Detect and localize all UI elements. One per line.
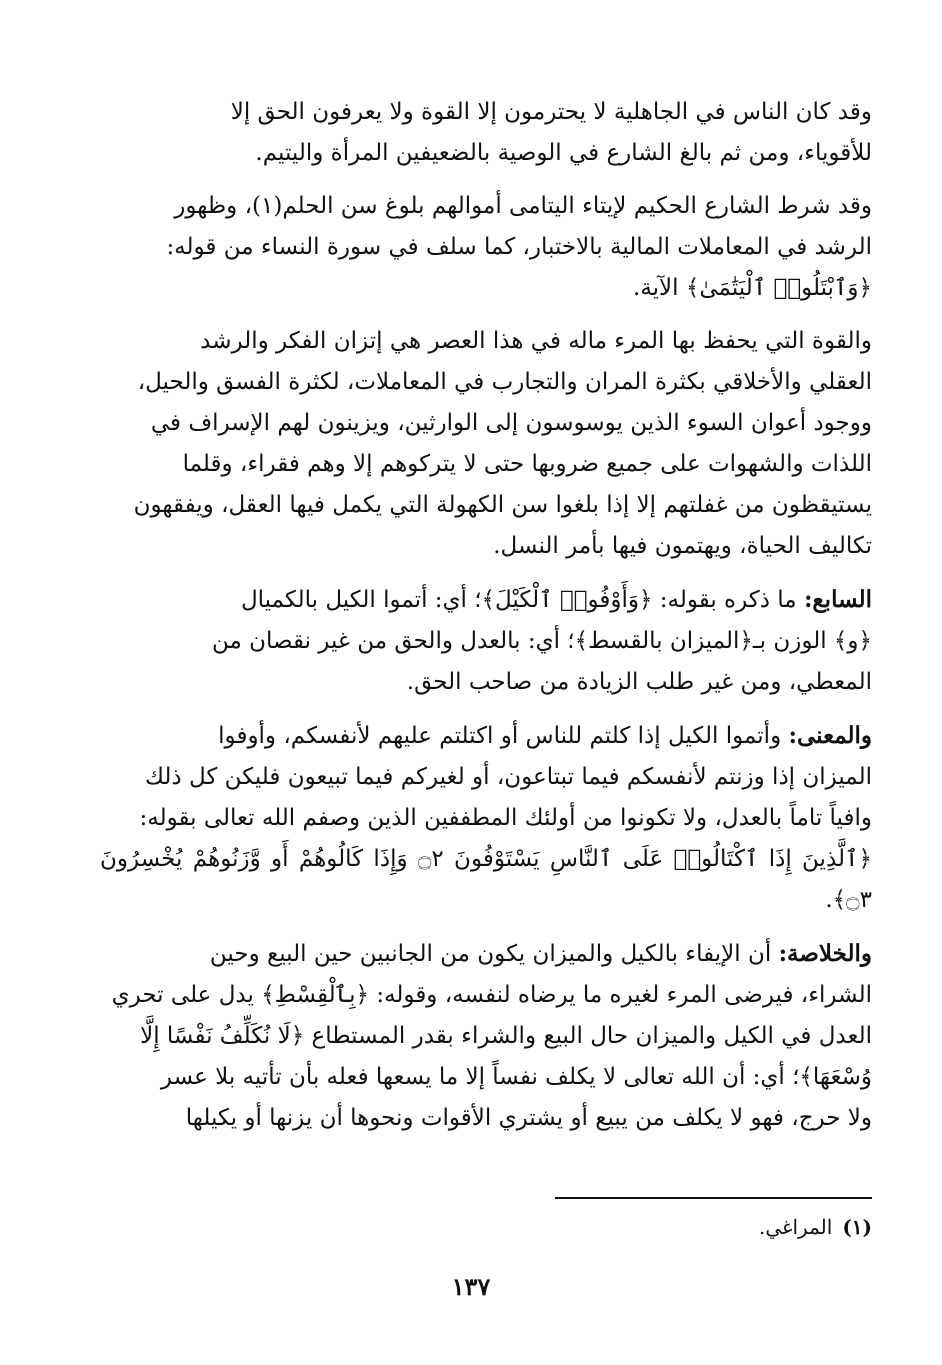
text-line: الشراء، فيرضى المرء لغيره ما يرضاه لنفسه، وقوله: ﴿بِٱلْقِسْطِ﴾ يدل على تحري [111, 982, 872, 1008]
body-text [100, 92, 872, 1151]
text-line [100, 715, 872, 757]
text-line: المعطي، ومن غير طلب الزيادة من صاحب الحق. [406, 669, 872, 695]
text-line: العدل في الكيل والميزان حال البيع والشراء بقدر المستطاع ﴿لَا نُكَلِّفُ نَفْسًا إِلَّا [140, 1023, 872, 1049]
text-line: والقوة التي يحفظ بها المرء ماله في هذا العصر هي إتزان الفكر والرشد [200, 328, 872, 354]
text-line: ﴿و﴾ الوزن بـ﴿الميزان بالقسط﴾؛ أي: بالعدل والحق من غير نقصان من [211, 628, 872, 654]
paragraph-term: والخلاصة: [778, 940, 872, 967]
text-line: وقد كان الناس في الجاهلية لا يحترمون إلا القوة ولا يعرفون الحق إلا [230, 99, 872, 125]
footnote-divider [555, 1197, 872, 1199]
text-line: للأقوياء، ومن ثم بالغ الشارع في الوصية بالضعيفين المرأة واليتيم. [255, 140, 872, 166]
paragraph-summary [100, 933, 872, 1139]
text-line: الميزان إذا وزنتم لأنفسكم فيما تبتاعون، أو لغيركم فيما تبيعون فليكن كل ذلك [145, 764, 872, 790]
text-line: تكاليف الحياة، ويهتمون فيها بأمر النسل. [493, 533, 872, 559]
footnote-number: (١) [842, 1215, 872, 1239]
text-line: الرشد في المعاملات المالية بالاختبار، كما سلف في سورة النساء من قوله: [166, 234, 872, 260]
text-line: يستيقظون من غفلتهم إلا إذا بلغوا سن الكهولة التي يكمل فيها العقل، ويفقهون [133, 492, 872, 518]
paragraph-strength [100, 321, 872, 567]
text-line: وقد شرط الشارع الحكيم لإيتاء اليتامى أموالهم بلوغ سن الحلم(١)، وظهور [174, 193, 872, 219]
paragraph-seventh [100, 579, 872, 703]
text-line-rest: وأتموا الكيل إذا كلتم للناس أو اكتلتم عليهم لأنفسكم، وأوفوا [218, 723, 789, 749]
paragraph-term: والمعنى: [788, 722, 872, 749]
text-line: ووجود أعوان السوء الذين يوسوسون إلى الوارثين، ويزينون لهم الإسراف في [150, 410, 872, 436]
text-line: وُسْعَهَا﴾؛ أي: أن الله تعالى لا يكلف نفساً إلا ما يسعها فعله بأن تأتيه بلا عسر [160, 1064, 872, 1090]
paragraph-meaning [100, 715, 872, 921]
text-line [100, 579, 872, 621]
text-line: ﴿وَٱبْتَلُوا۟ ٱلْيَتَٰمَىٰ﴾ الآية. [633, 275, 872, 301]
text-line: وافياً تاماً بالعدل، ولا تكونوا من أولئك المطففين الذين وصفم الله تعالى بقوله: [139, 805, 872, 831]
footnote [555, 1212, 872, 1242]
text-line-rest: أن الإيفاء بالكيل والميزان يكون من الجانبين حين البيع وحين [209, 941, 779, 967]
text-line: ﴿ٱلَّذِينَ إِذَا ٱكْتَالُوا۟ عَلَى ٱلنَّاسِ يَسْتَوْفُونَ ۝٢ وَإِذَا كَالُوهُمْ أَو وَّزَنُوهُمْ يُخْسِرُونَ ۝٣﴾. [100, 846, 872, 913]
paragraph-jahiliyya [100, 92, 872, 174]
text-line: العقلي والأخلاقي بكثرة المران والتجارب في المعاملات، لكثرة الفسق والحيل، [137, 369, 872, 395]
page-number: ١٣٧ [451, 1272, 491, 1301]
paragraph-term: السابع: [803, 586, 872, 613]
text-line: ولا حرج، فهو لا يكلف من يبيع أو يشتري الأقوات ونحوها أن يزنها أو يكيلها [185, 1105, 872, 1131]
text-line [100, 933, 872, 975]
text-line-rest: ما ذكره بقوله: ﴿وَأَوْفُوا۟ ٱلْكَيْلَ﴾؛ أي: أتموا الكيل بالكميال [240, 587, 804, 613]
paragraph-orphans-condition [100, 186, 872, 309]
text-line: اللذات والشهوات على جميع ضروبها حتى لا يتركوهم إلا وهم فقراء، وقلما [182, 451, 872, 477]
footnote-text: المراغي. [759, 1215, 833, 1239]
